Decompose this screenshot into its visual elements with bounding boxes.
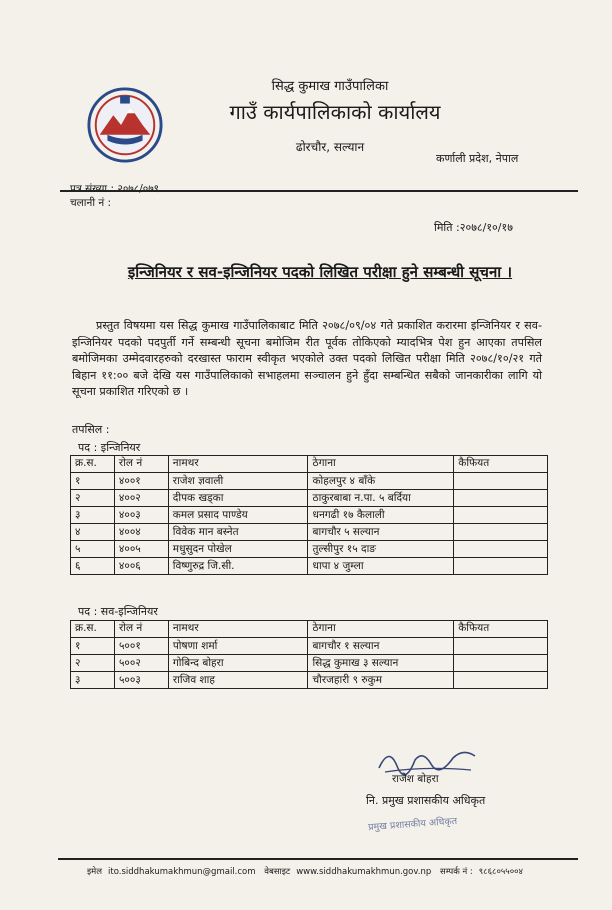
cell-roll: ५००१ — [114, 638, 168, 655]
cell-serial: १ — [71, 473, 115, 490]
footer-divider — [58, 858, 578, 860]
table-row — [71, 524, 548, 541]
cell-serial: ४ — [71, 524, 115, 541]
table-header-row — [71, 456, 548, 473]
cell-name: गोबिन्द बोहरा — [168, 655, 308, 672]
cell-serial: २ — [71, 490, 115, 507]
cell-address: बागचौर १ सल्यान — [308, 638, 454, 655]
cell-roll: ४००१ — [114, 473, 168, 490]
signer-name: राजेश बोहरा — [392, 773, 439, 785]
notice-body: प्रस्तुत विषयमा यस सिद्ध कुमाख गाउँपालिकाबाट मिति २०७८/०९/०४ गते प्रकाशित करारमा इन्जिनियर र सव-इन्जिनियर पदको पदपुर्ती गर्ने सम्बन्धी सूचना बमोजिम रीत पूर्वक तोकिएको म्यादभित्र पेश हुन आएका तपसिल बमोजिमका उम्मेदवारहरुको दरखास्त फाराम स्वीकृत भएकोले उक्त पदको लिखित परीक्षा मिति २०७८/१०/२१ गते बिहान ११:०० बजे देखि यस गाउँपालिकाको सभाहलमा सञ्चालन हुने हुँदा सम्बन्धित सबैको जानकारीका लागि यो सूचना प्रकाशित गरिएको छ । — [72, 319, 542, 399]
footer-contact — [87, 866, 529, 877]
col-serial: क्र.स. — [71, 621, 115, 638]
cell-roll: ४००५ — [114, 541, 168, 558]
cell-remarks — [454, 655, 548, 672]
cell-name: राजेश ज्ञवाली — [168, 473, 308, 490]
cell-address: बागचौर ५ सल्यान — [308, 524, 454, 541]
cell-address: धनगढी १७ कैलाली — [308, 507, 454, 524]
cell-name: विवेक मान बस्नेत — [168, 524, 308, 541]
cell-roll: ५००२ — [114, 655, 168, 672]
email-label: इमेल — [87, 867, 103, 877]
cell-serial: ३ — [71, 672, 115, 689]
table-row — [71, 473, 548, 490]
notice-subject: इन्जिनियर र सव-इन्जिनियर पदको लिखित परीक्षा हुने सम्बन्धी सूचना । — [127, 263, 513, 281]
cell-remarks — [454, 473, 548, 490]
cell-serial: २ — [71, 655, 115, 672]
table-row — [71, 672, 548, 689]
col-roll: रोल नं — [114, 621, 168, 638]
letter-ref-number: पत्र संख्या : २०७८/०७९ — [70, 183, 160, 195]
cell-remarks — [454, 541, 548, 558]
cell-remarks — [454, 507, 548, 524]
cell-remarks — [454, 558, 548, 575]
engineer-post-label: पद : इन्जिनियर — [78, 441, 141, 454]
sub-engineer-post-label: पद : सव-इन्जिनियर — [78, 605, 158, 618]
footer-phone: ९८६८०५५००४ — [478, 867, 523, 877]
table-row — [71, 507, 548, 524]
cell-remarks — [454, 524, 548, 541]
cell-name: राजिव शाह — [168, 672, 308, 689]
office-address: ढोरचौर, सल्यान — [295, 140, 365, 154]
cell-address: ठाकुरबाबा न.पा. ५ बर्दिया — [308, 490, 454, 507]
header-divider — [60, 190, 578, 192]
engineer-candidates-table — [70, 455, 548, 575]
col-address: ठेगाना — [308, 456, 454, 473]
cell-serial: ३ — [71, 507, 115, 524]
signer-title: नि. प्रमुख प्रशासकीय अधिकृत — [366, 794, 486, 807]
col-serial: क्र.स. — [71, 456, 115, 473]
cell-name: मधुसुदन पोखेल — [168, 541, 308, 558]
tapsil-label: तपसिल : — [72, 423, 110, 436]
municipality-name: सिद्ध कुमाख गाउँपालिका — [271, 79, 389, 94]
cell-roll: ४००६ — [114, 558, 168, 575]
col-name: नामथर — [168, 456, 308, 473]
office-name: गाउँ कार्यपालिकाको कार्यालय — [229, 100, 441, 124]
sub-engineer-candidates-table — [70, 620, 548, 689]
cell-remarks — [454, 638, 548, 655]
footer-website: www.siddhakumakhmun.gov.np — [296, 867, 432, 877]
col-roll: रोल नं — [114, 456, 168, 473]
cell-serial: ५ — [71, 541, 115, 558]
cell-name: पोषणा शर्मा — [168, 638, 308, 655]
cell-roll: ४००४ — [114, 524, 168, 541]
cell-remarks — [454, 672, 548, 689]
website-label: वेबसाइट — [264, 867, 291, 877]
office-stamp: प्रमुख प्रशासकीय अधिकृत — [367, 815, 458, 834]
table-row — [71, 490, 548, 507]
col-address: ठेगाना — [308, 621, 454, 638]
footer-email: ito.siddhakumakhmun@gmail.com — [108, 867, 256, 877]
table-row — [71, 558, 548, 575]
cell-address: कोहलपुर ४ बाँके — [308, 473, 454, 490]
col-remarks: कैफियत — [454, 621, 548, 638]
col-name: नामथर — [168, 621, 308, 638]
table-row — [71, 541, 548, 558]
cell-roll: ४००२ — [114, 490, 168, 507]
col-remarks: कैफियत — [454, 456, 548, 473]
cell-address: तुल्सीपुर १५ दाङ — [308, 541, 454, 558]
cell-remarks — [454, 490, 548, 507]
dispatch-number: चलानी नं : — [70, 197, 112, 209]
cell-address: धापा ४ जुम्ला — [308, 558, 454, 575]
cell-serial: १ — [71, 638, 115, 655]
table-header-row — [71, 621, 548, 638]
nepal-emblem-logo — [86, 86, 164, 164]
cell-roll: ४००३ — [114, 507, 168, 524]
cell-address: सिद्ध कुमाख ३ सल्यान — [308, 655, 454, 672]
phone-label: सम्पर्क नं : — [439, 867, 473, 877]
cell-serial: ६ — [71, 558, 115, 575]
cell-name: विष्णुरुद्र जि.सी. — [168, 558, 308, 575]
table-row — [71, 655, 548, 672]
province-name: कर्णाली प्रदेश, नेपाल — [436, 152, 519, 165]
notice-date: मिति :२०७८/१०/१७ — [434, 221, 513, 234]
cell-name: कमल प्रसाद पाण्डेय — [168, 507, 308, 524]
table-row — [71, 638, 548, 655]
cell-address: चौरजहारी ९ रुकुम — [308, 672, 454, 689]
cell-name: दीपक खड्का — [168, 490, 308, 507]
cell-roll: ५००३ — [114, 672, 168, 689]
